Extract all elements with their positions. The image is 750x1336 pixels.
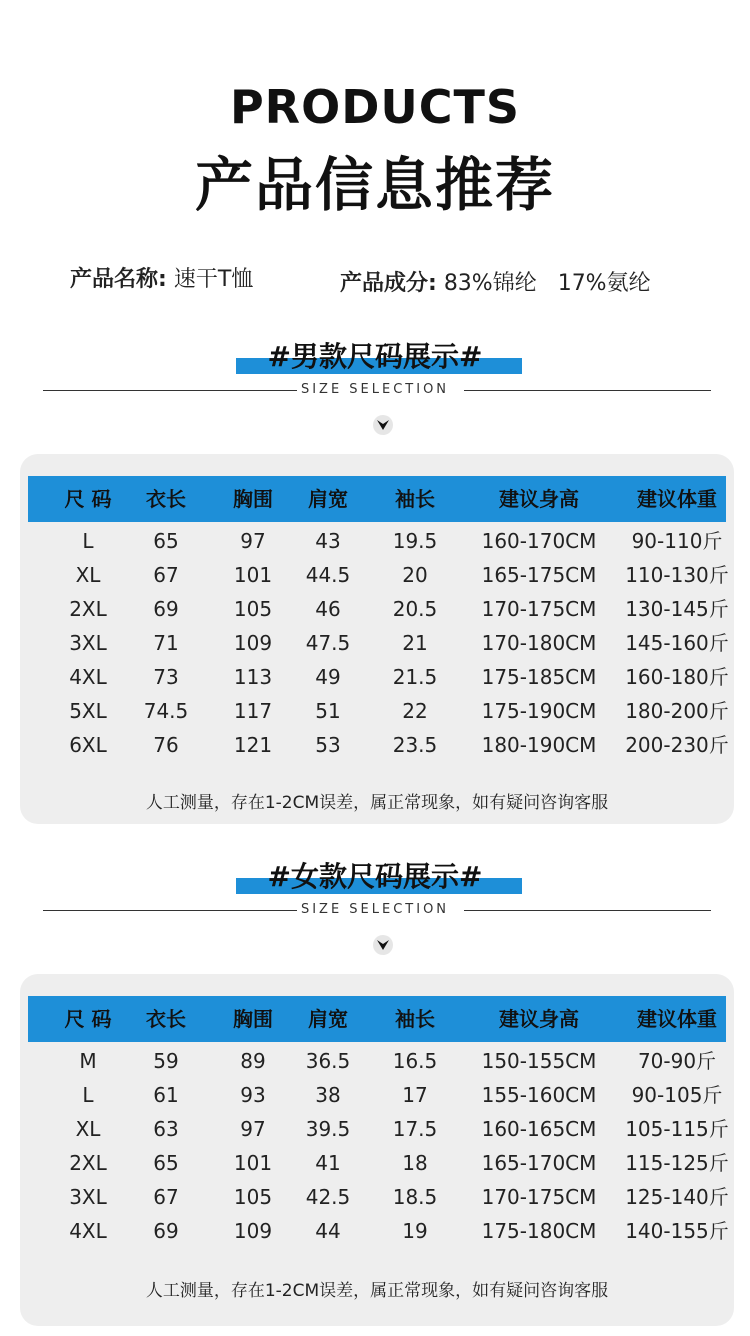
product-name-value: 速干T恤 (173, 267, 254, 292)
page-title-cn: 产品信息推荐 (194, 151, 555, 219)
table-header (28, 476, 726, 522)
table-cell: 3XL (69, 631, 107, 655)
table-cell: 61 (153, 1083, 179, 1107)
table-cell: 41 (315, 1151, 341, 1175)
table-cell: 160-180斤 (625, 665, 729, 689)
table-cell: 16.5 (392, 1049, 438, 1073)
table-row (20, 1078, 734, 1112)
table-cell: 170-180CM (481, 631, 597, 655)
column-header: 衣长 (146, 1007, 186, 1031)
table-row (20, 558, 734, 592)
table-cell: 39.5 (305, 1117, 351, 1141)
table-cell: 17 (402, 1083, 428, 1107)
table-cell: 17.5 (392, 1117, 438, 1141)
table-cell: 2XL (69, 1151, 107, 1175)
table-row (20, 1180, 734, 1214)
table-row (20, 1146, 734, 1180)
column-header: 胸围 (233, 487, 273, 511)
table-cell: 73 (153, 665, 179, 689)
table-row (20, 1214, 734, 1248)
table-cell: 140-155斤 (625, 1219, 729, 1243)
table-cell: 65 (153, 529, 179, 553)
table-cell: XL (75, 563, 101, 587)
column-header: 袖长 (395, 1007, 435, 1031)
table-cell: M (79, 1049, 97, 1073)
table-cell: 170-175CM (481, 1185, 597, 1209)
table-cell: 165-175CM (481, 563, 597, 587)
table-cell: 21 (402, 631, 428, 655)
table-cell: 3XL (69, 1185, 107, 1209)
table-cell: 130-145斤 (625, 597, 729, 621)
table-cell: 5XL (69, 699, 107, 723)
column-header: 建议体重 (637, 487, 717, 511)
table-cell: XL (75, 1117, 101, 1141)
column-header: 建议身高 (499, 487, 579, 511)
women-section-title: #女款尺码展示# (267, 860, 483, 893)
table-cell: 90-105斤 (631, 1083, 723, 1107)
table-cell: 93 (240, 1083, 266, 1107)
column-header: 胸围 (233, 1007, 273, 1031)
women-section-heading (0, 858, 750, 938)
table-row (20, 728, 734, 762)
table-cell: 113 (233, 665, 273, 689)
table-cell: 105 (233, 597, 273, 621)
table-cell: 109 (233, 1219, 273, 1243)
table-cell: 97 (240, 1117, 266, 1141)
table-row (20, 592, 734, 626)
table-cell: 18 (402, 1151, 428, 1175)
men-size-table (20, 454, 734, 824)
table-cell: 74.5 (143, 699, 189, 723)
table-cell: 20.5 (392, 597, 438, 621)
table-cell: 160-165CM (481, 1117, 597, 1141)
product-composition-label: 产品成分: (340, 271, 437, 296)
table-cell: 109 (233, 631, 273, 655)
table-cell: 89 (240, 1049, 266, 1073)
product-composition (340, 266, 651, 297)
table-cell: 165-170CM (481, 1151, 597, 1175)
table-cell: 43 (315, 529, 341, 553)
table-cell: 21.5 (392, 665, 438, 689)
column-header: 肩宽 (308, 1007, 348, 1031)
table-cell: 97 (240, 529, 266, 553)
table-cell: 4XL (69, 665, 107, 689)
table-cell: 49 (315, 665, 341, 689)
table-cell: 175-185CM (481, 665, 597, 689)
women-section-subtitle: SIZE SELECTION (300, 902, 450, 917)
table-cell: 51 (315, 699, 341, 723)
table-cell: 2XL (69, 597, 107, 621)
table-cell: 121 (233, 733, 273, 757)
table-cell: 47.5 (305, 631, 351, 655)
table-cell: 101 (233, 1151, 273, 1175)
table-cell: 38 (315, 1083, 341, 1107)
table-row (20, 1112, 734, 1146)
men-section-subtitle: SIZE SELECTION (300, 382, 450, 397)
table-cell: 170-175CM (481, 597, 597, 621)
table-cell: 23.5 (392, 733, 438, 757)
table-cell: 53 (315, 733, 341, 757)
table-cell: 42.5 (305, 1185, 351, 1209)
measurement-note: 人工测量，存在1-2CM误差，属正常现象，如有疑问咨询客服 (145, 1281, 609, 1301)
table-cell: 69 (153, 1219, 179, 1243)
men-section-title: #男款尺码展示# (267, 340, 483, 373)
men-section-heading (0, 338, 750, 418)
table-cell: 90-110斤 (631, 529, 723, 553)
table-cell: 101 (233, 563, 273, 587)
table-cell: 65 (153, 1151, 179, 1175)
table-cell: 76 (153, 733, 179, 757)
table-cell: 175-180CM (481, 1219, 597, 1243)
table-cell: 105 (233, 1185, 273, 1209)
table-cell: 115-125斤 (625, 1151, 729, 1175)
table-cell: 4XL (69, 1219, 107, 1243)
table-cell: 110-130斤 (625, 563, 729, 587)
table-cell: 145-160斤 (625, 631, 729, 655)
page-title-en: PRODUCTS (229, 80, 521, 134)
table-cell: 70-90斤 (637, 1049, 717, 1073)
table-header (28, 996, 726, 1042)
table-cell: 125-140斤 (625, 1185, 729, 1209)
column-header: 尺 码 (64, 1007, 112, 1031)
table-cell: 6XL (69, 733, 107, 757)
women-size-table (20, 974, 734, 1326)
column-header: 衣长 (146, 487, 186, 511)
table-row (20, 660, 734, 694)
table-cell: 180-200斤 (625, 699, 729, 723)
table-cell: 19.5 (392, 529, 438, 553)
table-cell: L (82, 529, 94, 553)
table-cell: 19 (402, 1219, 428, 1243)
table-cell: L (82, 1083, 94, 1107)
table-cell: 44 (315, 1219, 341, 1243)
column-header: 袖长 (395, 487, 435, 511)
product-name-label: 产品名称: (70, 267, 167, 292)
table-cell: 67 (153, 563, 179, 587)
table-cell: 22 (402, 699, 428, 723)
table-row (20, 1044, 734, 1078)
table-cell: 71 (153, 631, 179, 655)
measurement-note: 人工测量，存在1-2CM误差，属正常现象，如有疑问咨询客服 (145, 793, 609, 813)
column-header: 建议体重 (637, 1007, 717, 1031)
table-cell: 150-155CM (481, 1049, 597, 1073)
table-cell: 44.5 (305, 563, 351, 587)
table-cell: 160-170CM (481, 529, 597, 553)
table-cell: 59 (153, 1049, 179, 1073)
table-cell: 175-190CM (481, 699, 597, 723)
table-cell: 20 (402, 563, 428, 587)
table-cell: 69 (153, 597, 179, 621)
table-row (20, 524, 734, 558)
table-cell: 36.5 (305, 1049, 351, 1073)
table-cell: 117 (233, 699, 273, 723)
table-cell: 155-160CM (481, 1083, 597, 1107)
table-row (20, 694, 734, 728)
table-cell: 180-190CM (481, 733, 597, 757)
chevron-down-icon (373, 415, 393, 435)
column-header: 肩宽 (308, 487, 348, 511)
column-header: 建议身高 (499, 1007, 579, 1031)
table-cell: 46 (315, 597, 341, 621)
table-cell: 63 (153, 1117, 179, 1141)
table-cell: 18.5 (392, 1185, 438, 1209)
table-cell: 200-230斤 (625, 733, 729, 757)
product-composition-value: 83%锦纶 17%氨纶 (443, 271, 651, 296)
column-header: 尺 码 (64, 487, 112, 511)
table-row (20, 626, 734, 660)
chevron-down-icon (373, 935, 393, 955)
table-cell: 105-115斤 (625, 1117, 729, 1141)
table-cell: 67 (153, 1185, 179, 1209)
product-name (70, 262, 253, 293)
